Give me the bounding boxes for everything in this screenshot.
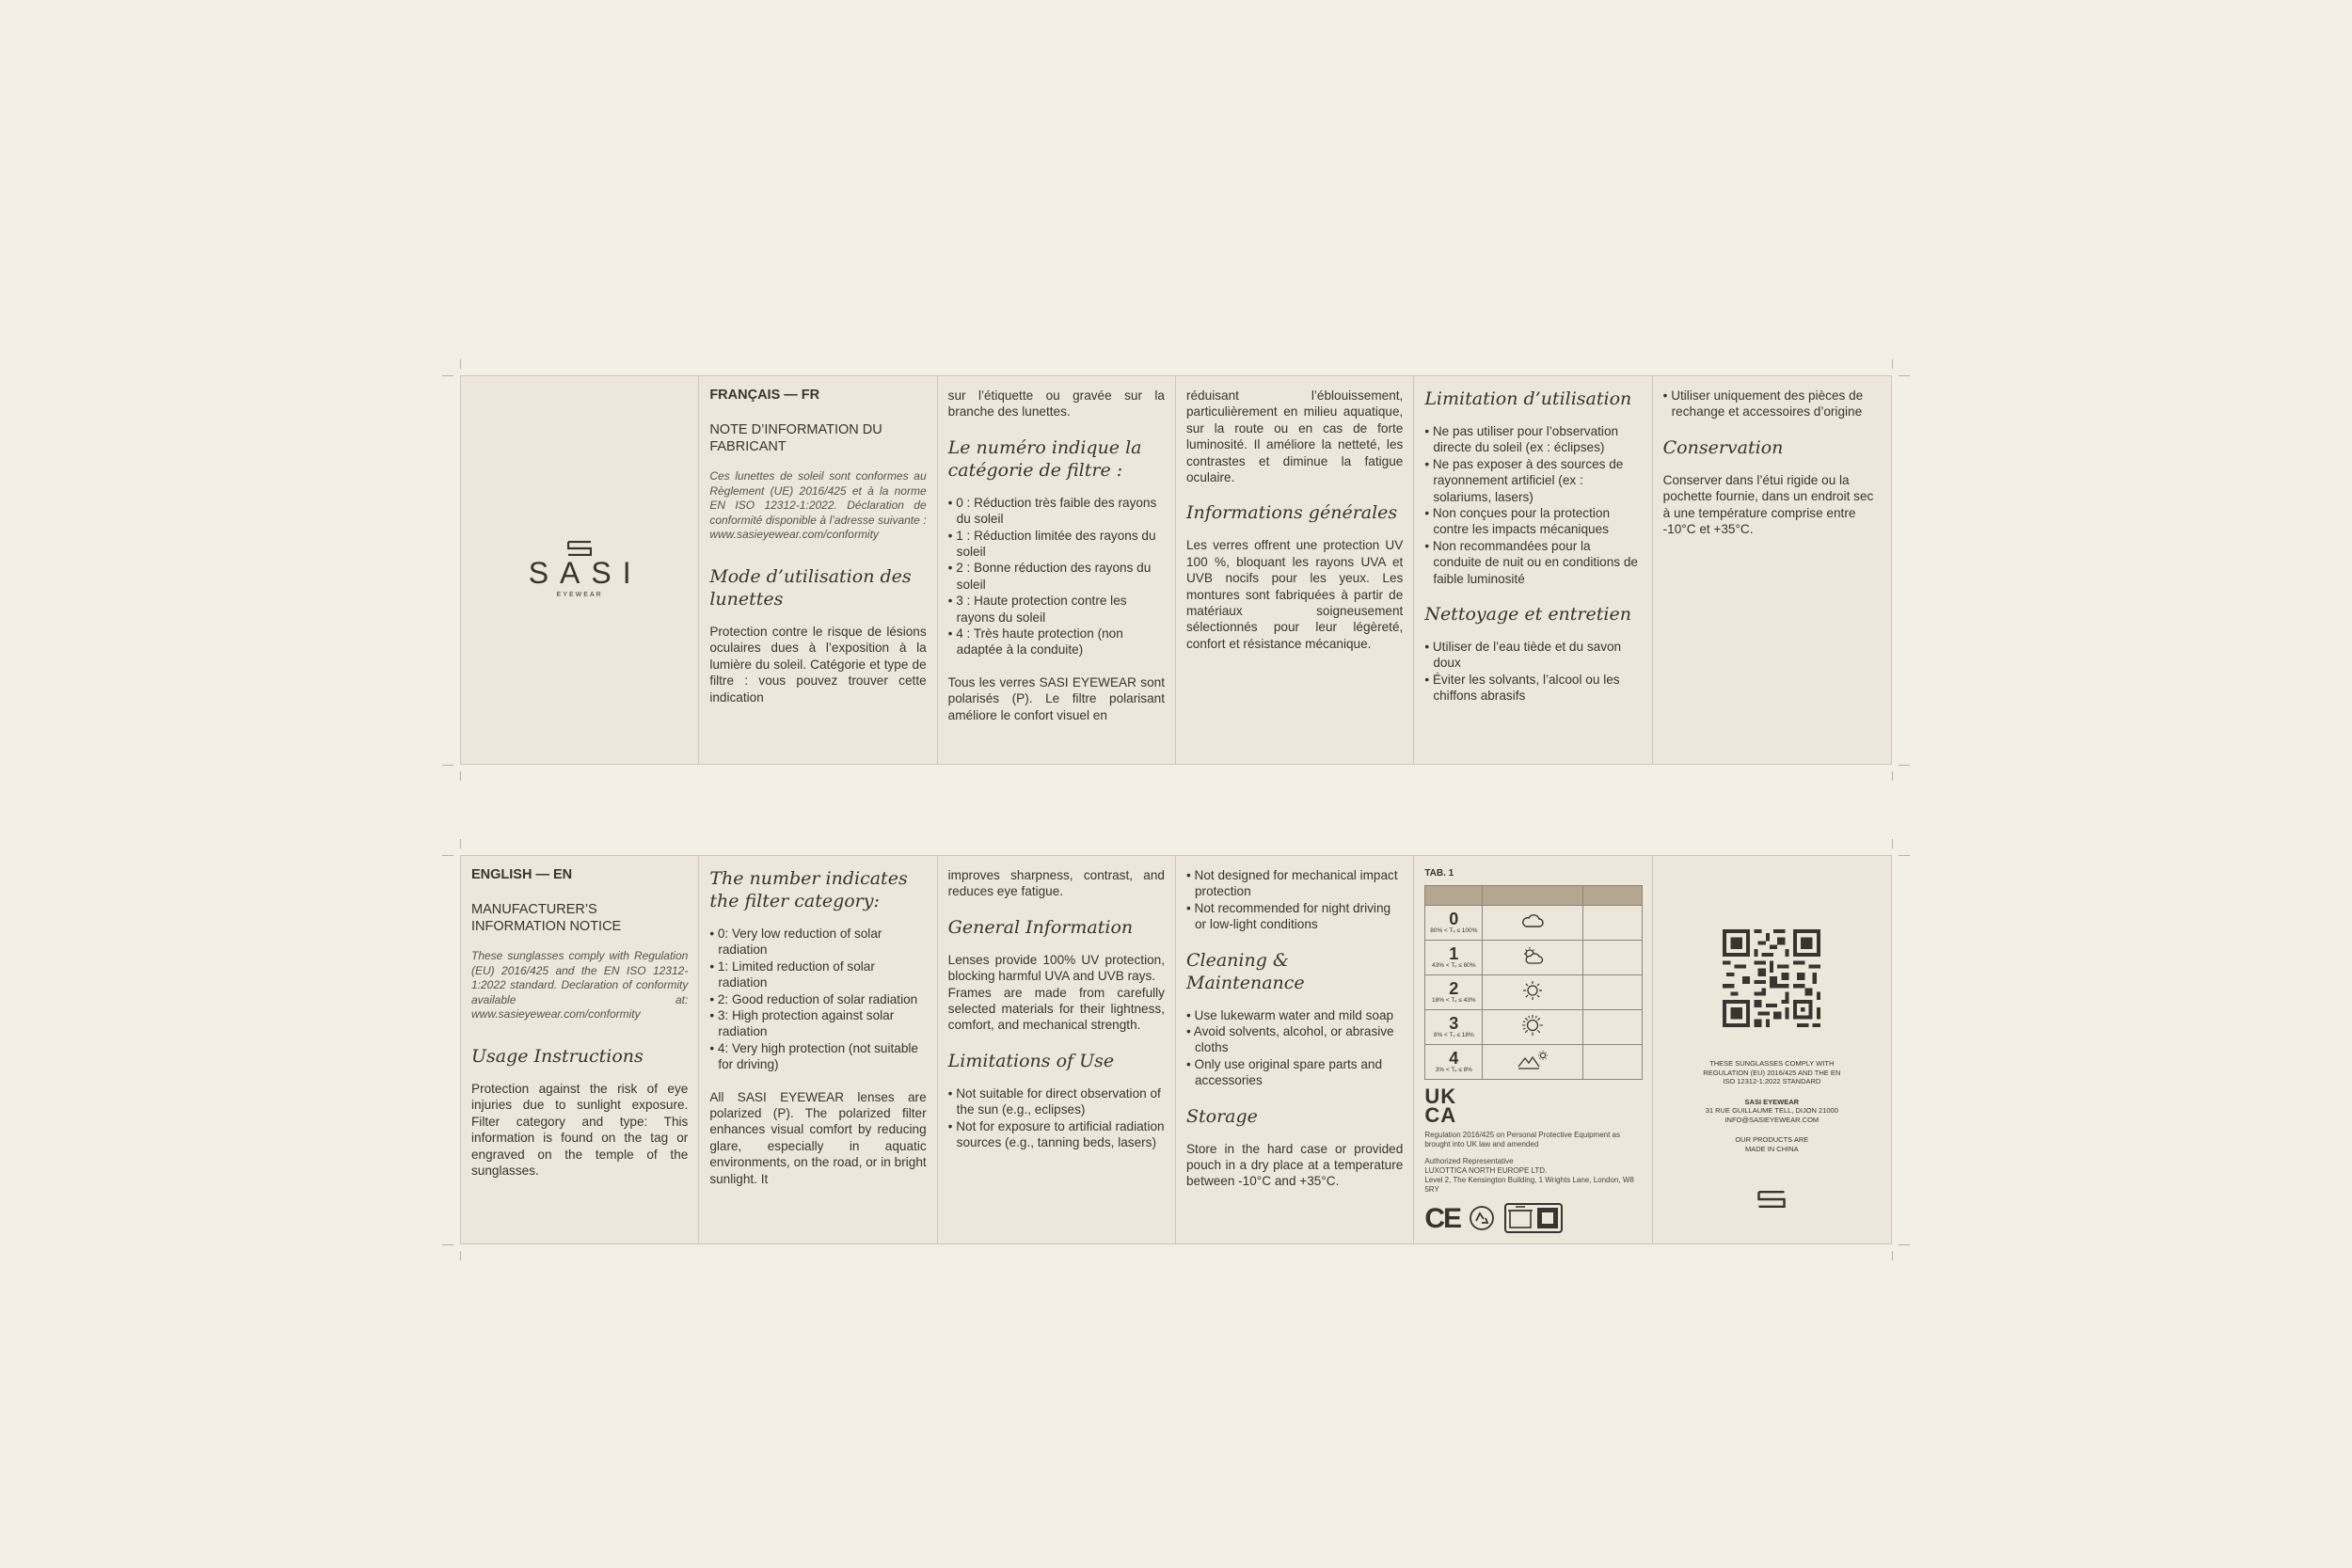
list-item: • Non conçues pour la protection contre les impacts mécaniques bbox=[1424, 505, 1641, 538]
filter-heading: Le numéro indique la catégorie de filtre : bbox=[947, 436, 1142, 481]
compliance-statement: THESE SUNGLASSES COMPLY WITH REGULATION (EU) 2016/425 AND THE EN ISO 12312-1:2022 STANDARD bbox=[1703, 1059, 1841, 1085]
transmittance-range: 43% < Tᵥ ≤ 80% bbox=[1432, 962, 1476, 970]
crop-mark bbox=[460, 359, 461, 369]
fr-panel-storage bbox=[1653, 376, 1891, 764]
clean-list-cont bbox=[1663, 388, 1881, 420]
list-item: • Éviter les solvants, l’alcool ou les chiffons abrasifs bbox=[1424, 672, 1641, 705]
crop-mark bbox=[442, 375, 453, 376]
polarized-text: All SASI EYEWEAR lenses are polarized (P). The polarized filter enhances visual comfort by reducing glare, especially in aquatic environments, on the road, or in bright sunlight. It bbox=[709, 1089, 927, 1186]
ce-mark: CE bbox=[1424, 1202, 1460, 1234]
list-item: • 0 : Réduction très faible des rayons du soleil bbox=[948, 495, 1165, 528]
sun-cloud-icon bbox=[1520, 945, 1545, 966]
rep-title: Authorized Representative bbox=[1424, 1157, 1514, 1166]
general-heading: General Information bbox=[947, 916, 1134, 938]
list-item: • Avoid solvents, alcohol, or abrasive cloths bbox=[1186, 1023, 1403, 1056]
notice-title: NOTE D’INFORMATION DU FABRICANT bbox=[709, 422, 882, 455]
list-item: • Not designed for mechanical impact protection bbox=[1186, 867, 1403, 900]
crop-mark bbox=[460, 1251, 461, 1260]
ukca-mark bbox=[1424, 1085, 1641, 1128]
list-item: • 1: Limited reduction of solar radiation bbox=[709, 958, 926, 991]
table-row bbox=[1425, 906, 1643, 941]
company-name: SASI EYEWEAR bbox=[1744, 1097, 1800, 1106]
usage-text: Protection contre le risque de lésions oculaires dues à l’exposition à la lumière du soleil. Catégorie et type de filtre : vous pouvez trouver cette indication bbox=[709, 624, 927, 705]
table-header-row bbox=[1425, 886, 1643, 906]
fr-panel-limits bbox=[1414, 376, 1652, 764]
certification-marks bbox=[1424, 1202, 1641, 1234]
category-number: 2 bbox=[1449, 979, 1459, 999]
filter-list bbox=[948, 495, 1165, 658]
language-label: FRANÇAIS — FR bbox=[709, 388, 820, 403]
filter-heading: The number indicates the filter category: bbox=[709, 868, 908, 911]
list-item: • Use lukewarm water and mild soap bbox=[1186, 1007, 1403, 1023]
category-number: 1 bbox=[1449, 944, 1459, 964]
polarized-text-cont: réduisant l’éblouissement, particulièrement en milieu aquatique, sur la route ou en cas de forte luminosité. Il améliore la netteté, les contrastes et diminue la fatigue oculaire. bbox=[1185, 388, 1404, 485]
category-number: 3 bbox=[1449, 1014, 1459, 1034]
filter-table-panel bbox=[1414, 856, 1652, 1243]
strong-sun-icon bbox=[1520, 1013, 1545, 1037]
limit-list bbox=[1424, 423, 1641, 587]
ukca-mark-line: UK bbox=[1424, 1085, 1457, 1109]
fr-panel-general bbox=[1176, 376, 1414, 764]
ukca-regulation: Regulation 2016/425 on Personal Protective Equipment as brought into UK law and amended bbox=[1424, 1131, 1621, 1149]
list-item: • Not suitable for direct observation of the sun (e.g., eclipses) bbox=[948, 1085, 1165, 1118]
category-number: 0 bbox=[1449, 910, 1459, 929]
general-text-2: Frames are made from carefully selected materials for their lightness, comfort, and mechanical strength. bbox=[947, 985, 1165, 1033]
french-leaflet bbox=[460, 375, 1892, 765]
crop-mark bbox=[1892, 1251, 1893, 1260]
conformity-statement: Ces lunettes de soleil sont conformes au Règlement (UE) 2016/425 et à la norme EN ISO 12312-1:2022. Déclaration de conformité disponible à l’adresse suivante : www.sasieyewear.com/conformity bbox=[709, 469, 927, 542]
english-leaflet bbox=[460, 855, 1892, 1244]
usage-heading: Mode d’utilisation des lunettes bbox=[709, 565, 912, 610]
limit-list-cont bbox=[1186, 867, 1403, 933]
fr-panel-intro bbox=[699, 376, 937, 764]
recycling-icon bbox=[1468, 1204, 1496, 1232]
crop-mark bbox=[1892, 839, 1893, 848]
transmittance-range: 8% < Tᵥ ≤ 18% bbox=[1433, 1032, 1474, 1039]
transmittance-range: 3% < Tᵥ ≤ 8% bbox=[1435, 1067, 1472, 1074]
table-label: TAB. 1 bbox=[1424, 868, 1454, 879]
crop-mark bbox=[442, 855, 453, 856]
storage-text: Store in the hard case or provided pouch in a dry place at a temperature between -10°C and +35°C. bbox=[1185, 1141, 1404, 1189]
cloud-icon bbox=[1520, 911, 1545, 930]
company-email: INFO@SASIEYEWEAR.COM bbox=[1724, 1115, 1820, 1124]
back-panel bbox=[1653, 856, 1891, 1243]
clean-heading: Cleaning & Maintenance bbox=[1185, 949, 1305, 993]
sasi-logo-icon bbox=[567, 541, 592, 556]
list-item: • Ne pas utiliser pour l’observation directe du soleil (ex : éclipses) bbox=[1424, 423, 1641, 456]
storage-heading: Storage bbox=[1185, 1105, 1258, 1127]
crop-mark bbox=[1899, 375, 1910, 376]
storage-text: Conserver dans l’étui rigide ou la pochette fournie, dans un endroit sec à une température comprise entre -10°C et +35°C. bbox=[1662, 472, 1874, 537]
rep-address: Level 2, The Kensington Building, 1 Wrights Lane, London, W8 5RY bbox=[1424, 1176, 1634, 1195]
list-item: • Only use original spare parts and accessories bbox=[1186, 1056, 1403, 1089]
crop-mark bbox=[460, 839, 461, 848]
general-heading: Informations générales bbox=[1185, 502, 1398, 524]
category-number: 4 bbox=[1449, 1049, 1459, 1069]
clean-list bbox=[1424, 639, 1641, 705]
list-item: • Utiliser de l’eau tiède et du savon doux bbox=[1424, 639, 1641, 672]
notice-title: MANUFACTURER’S INFORMATION NOTICE bbox=[471, 902, 622, 935]
table-row bbox=[1425, 1045, 1643, 1080]
made-in-statement: OUR PRODUCTS ARE MADE IN CHINA bbox=[1735, 1135, 1809, 1153]
crop-mark bbox=[1899, 765, 1910, 766]
crop-mark bbox=[1892, 771, 1893, 781]
limit-heading: Limitations of Use bbox=[947, 1050, 1115, 1071]
crop-mark bbox=[442, 765, 453, 766]
transmittance-range: 18% < Tᵥ ≤ 43% bbox=[1432, 997, 1476, 1005]
mountain-sun-icon bbox=[1517, 1050, 1549, 1070]
crop-mark bbox=[1899, 1244, 1910, 1245]
en-panel-general bbox=[938, 856, 1176, 1243]
usage-text: Protection against the risk of eye injuries due to sunlight exposure. Filter category and type: This information is found on the tag or engraved on the temple of the sunglasses. bbox=[471, 1081, 689, 1178]
list-item: • 3: High protection against solar radiation bbox=[709, 1007, 926, 1040]
list-item: • 1 : Réduction limitée des rayons du soleil bbox=[948, 528, 1165, 561]
filter-list bbox=[709, 926, 926, 1073]
brand-name: SASI bbox=[528, 555, 643, 590]
table-row bbox=[1425, 1010, 1643, 1045]
list-item: • Not recommended for night driving or low-light conditions bbox=[1186, 900, 1403, 933]
sasi-logo-icon bbox=[1757, 1191, 1786, 1208]
table-row bbox=[1425, 941, 1643, 975]
table-row bbox=[1425, 975, 1643, 1010]
en-panel-filter bbox=[699, 856, 937, 1243]
list-item: • Non recommandées pour la conduite de nuit ou en conditions de faible luminosité bbox=[1424, 538, 1641, 587]
street-address: 31 RUE GUILLAUME TELL, DIJON 21000 bbox=[1705, 1106, 1838, 1115]
company-address bbox=[1706, 1098, 1838, 1125]
crop-mark bbox=[1892, 359, 1893, 369]
polarized-text: Tous les verres SASI EYEWEAR sont polarisés (P). Le filtre polarisant améliore le confort visuel en bbox=[947, 674, 1165, 722]
crop-mark bbox=[1899, 855, 1910, 856]
transmittance-range: 80% < Tᵥ ≤ 100% bbox=[1430, 927, 1478, 935]
filter-category-table bbox=[1424, 885, 1643, 1080]
fr-panel-filter bbox=[938, 376, 1176, 764]
sun-icon bbox=[1521, 979, 1544, 1002]
storage-heading: Conservation bbox=[1662, 436, 1784, 458]
general-text: Les verres offrent une protection UV 100 %, bloquant les rayons UVA et UVB nocifs pour les yeux. Les montures sont fabriquées à partir de matériaux soigneusement sélectionnés pour leur légèreté, confort et résistance mécanique. bbox=[1185, 538, 1404, 651]
list-item: • 4 : Très haute protection (non adaptée à la conduite) bbox=[948, 626, 1165, 658]
polarized-text-cont: improves sharpness, contrast, and reduces eye fatigue. bbox=[947, 868, 1165, 899]
list-item: • Utiliser uniquement des pièces de rechange et accessoires d’origine bbox=[1663, 388, 1881, 420]
brand-sub: EYEWEAR bbox=[556, 592, 603, 598]
limit-list bbox=[948, 1085, 1165, 1151]
language-label: ENGLISH — EN bbox=[471, 867, 573, 882]
list-item: • 0: Very low reduction of solar radiation bbox=[709, 926, 926, 958]
clean-heading: Nettoyage et entretien bbox=[1424, 604, 1631, 626]
list-item: • Ne pas exposer à des sources de rayonnement artificiel (ex : solariums, lasers) bbox=[1424, 456, 1641, 505]
crop-mark bbox=[442, 1244, 453, 1245]
qr-code-icon bbox=[1723, 929, 1820, 1027]
crop-mark bbox=[460, 771, 461, 781]
limit-heading: Limitation d’utilisation bbox=[1424, 388, 1632, 409]
ukca-mark-line: CA bbox=[1424, 1103, 1457, 1128]
packaging-disposal-icon bbox=[1503, 1202, 1564, 1234]
en-panel-care bbox=[1176, 856, 1414, 1243]
conformity-statement: These sunglasses comply with Regulation (EU) 2016/425 and the EN ISO 12312-1:2022 standard. Declaration of conformity available at: www.sasieyewear.com/conformity bbox=[471, 949, 689, 1022]
usage-heading: Usage Instructions bbox=[471, 1045, 644, 1067]
list-item: • 3 : Haute protection contre les rayons du soleil bbox=[948, 593, 1165, 626]
list-item: • Not for exposure to artificial radiation sources (e.g., tanning beds, lasers) bbox=[948, 1118, 1165, 1151]
list-item: • 2 : Bonne réduction des rayons du soleil bbox=[948, 560, 1165, 593]
general-text: Lenses provide 100% UV protection, blocking harmful UVA and UVB rays. bbox=[947, 952, 1165, 984]
usage-text-cont: sur l’étiquette ou gravée sur la branche des lunettes. bbox=[947, 388, 1165, 420]
logo-panel bbox=[461, 376, 699, 764]
rep-name: LUXOTTICA NORTH EUROPE LTD. bbox=[1424, 1166, 1548, 1176]
list-item: • 2: Good reduction of solar radiation bbox=[709, 991, 926, 1007]
list-item: • 4: Very high protection (not suitable for driving) bbox=[709, 1040, 926, 1073]
en-panel-intro bbox=[461, 856, 699, 1243]
clean-list bbox=[1186, 1007, 1403, 1089]
